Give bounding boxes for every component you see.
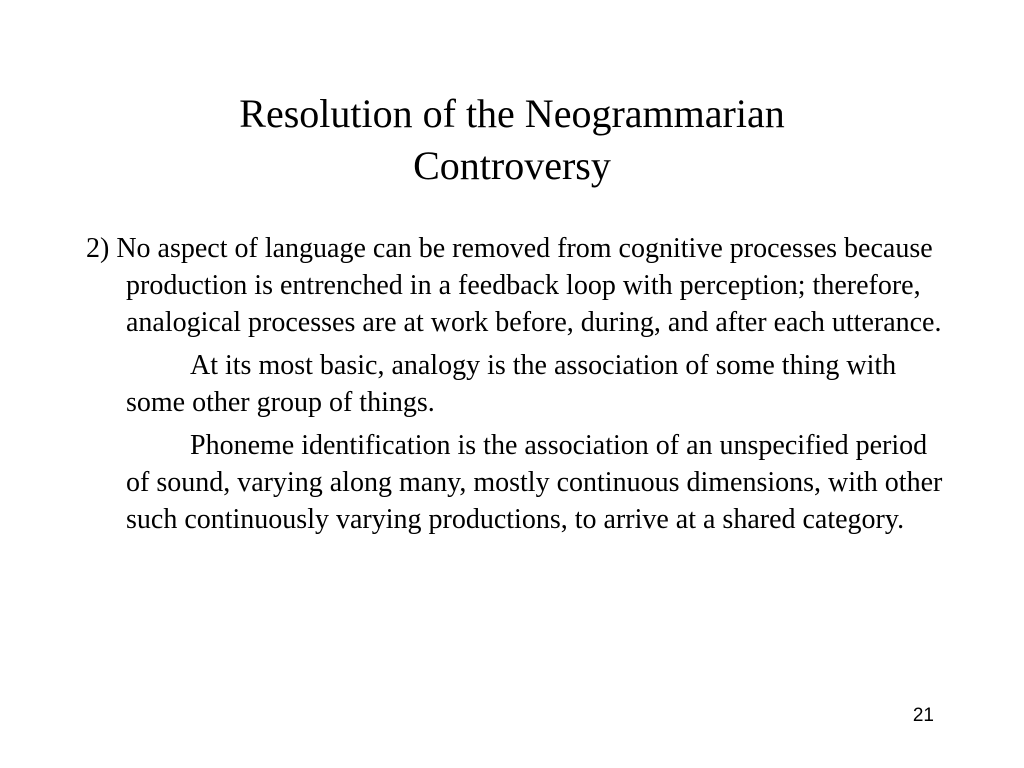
slide-title-line-2: Controversy	[413, 143, 611, 188]
body-paragraph-point-2: 2) No aspect of language can be removed from cognitive processes because production is entrenched in a feedback loop with perception; therefore, analogical processes are at work before, during, and after each utterance.	[86, 233, 942, 338]
slide-body	[86, 230, 946, 538]
body-paragraph-analogy: At its most basic, analogy is the association of some thing with some other group of things.	[126, 350, 897, 418]
slide-title	[112, 88, 912, 192]
slide-title-line-1: Resolution of the Neogrammarian	[239, 91, 785, 136]
body-paragraph-phoneme: Phoneme identification is the association of an unspecified period of sound, varying along many, mostly continuous dimensions, with other such continuously varying productions, to arrive at a shared category.	[126, 430, 943, 535]
page-number: 21	[912, 705, 934, 726]
